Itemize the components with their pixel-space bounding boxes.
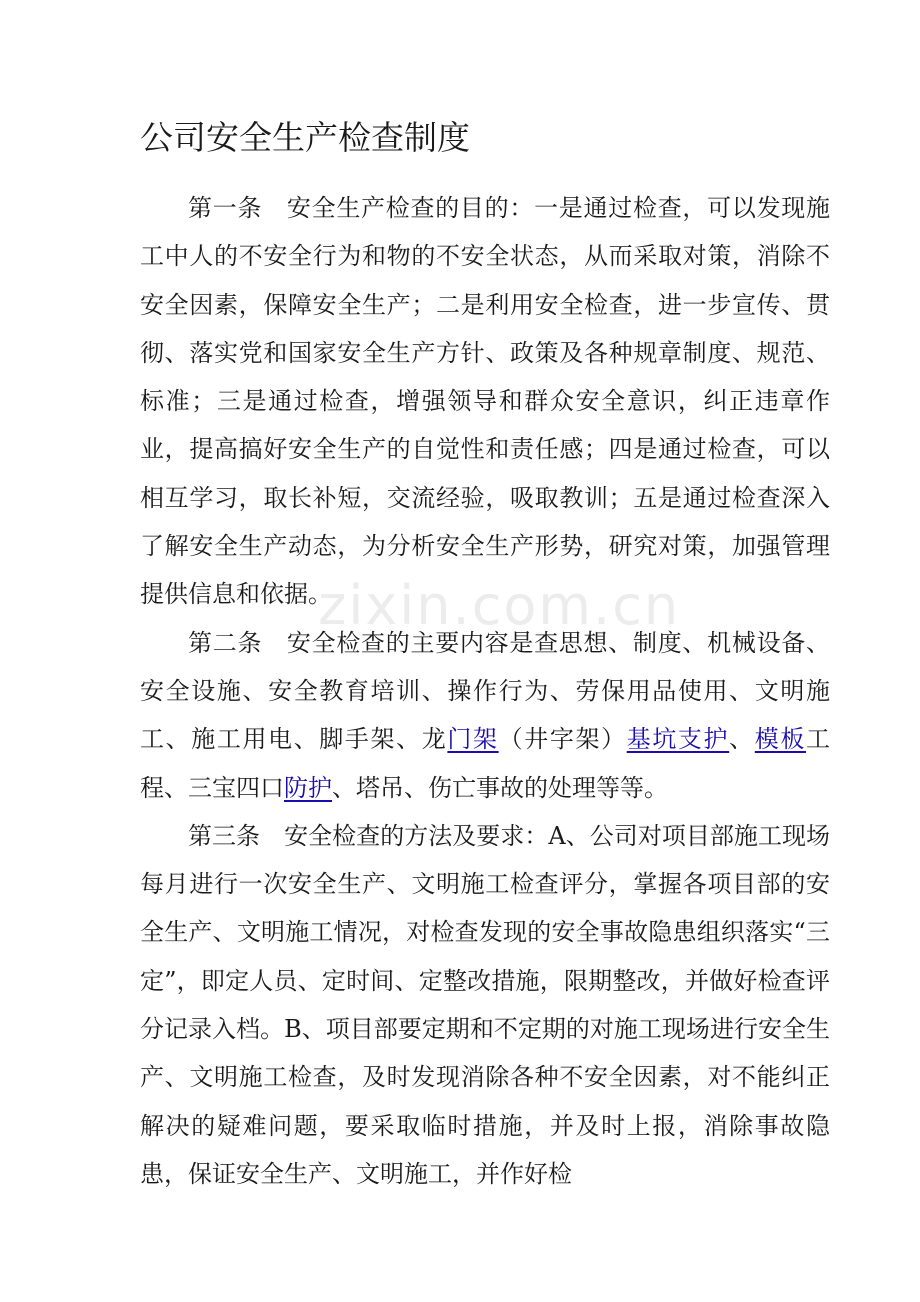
article-2-text-b: （井字架）: [498, 725, 627, 754]
article-2-text-e: 、塔吊、伤亡事故的处理等等。: [332, 773, 668, 802]
watermark: zixin.com.cn: [318, 574, 681, 637]
link-formwork[interactable]: 模板: [754, 725, 807, 754]
article-3: [140, 812, 830, 1198]
link-gantry[interactable]: 门架: [447, 725, 499, 754]
article-1: [140, 184, 830, 619]
article-1-text: 安全生产检查的目的：一是通过检查，可以发现施工中人的不安全行为和物的不安全状态，从而采取对策，消除不安全因素，保障安全生产；二是利用安全检查，进一步宣传、贯彻、落实党和国家安全生产方针、政策及各种规章制度、规范、标准；三是通过检查，增强领导和群众安全意识，纠正违章作业，提高搞好安全生产的自觉性和责任感；四是通过检查，可以相互学习，取长补短，交流经验，吸取教训；五是通过检查深入了解安全生产动态，为分析安全生产形势，研究对策，加强管理提供信息和依据。: [140, 194, 831, 609]
article-2-text-c: 、: [729, 725, 755, 754]
article-2-text-d: 工程、三宝四口: [140, 725, 831, 802]
article-3-label: 第三条: [188, 821, 261, 850]
document-page: [140, 112, 830, 1198]
document-title: 公司安全生产检查制度: [140, 118, 470, 157]
link-foundation-pit-support[interactable]: 基坑支护: [626, 725, 730, 754]
article-2: [140, 619, 830, 812]
article-2-text-a: 安全检查的主要内容是查思想、制度、机械设备、安全设施、安全教育培训、操作行为、劳保用品使用、文明施工、施工用电、脚手架、龙: [140, 628, 831, 754]
article-2-label: 第二条: [188, 628, 263, 657]
article-3-text: 安全检查的方法及要求：A、公司对项目部施工现场每月进行一次安全生产、文明施工检查评分，掌握各项目部的安全生产、文明施工情况，对检查发现的安全事故隐患组织落实“三定”，即定人员、定时间、定整改措施，限期整改，并做好检查评分记录入档。B、项目部要定期和不定期的对施工现场进行安全生产、文明施工检查，及时发现消除各种不安全因素，对不能纠正解决的疑难问题，要采取临时措施，并及时上报，消除事故隐患，保证安全生产、文明施工，并作好检: [140, 821, 830, 1188]
article-1-label: 第一条: [188, 194, 263, 222]
link-protection[interactable]: 防护: [284, 773, 332, 802]
